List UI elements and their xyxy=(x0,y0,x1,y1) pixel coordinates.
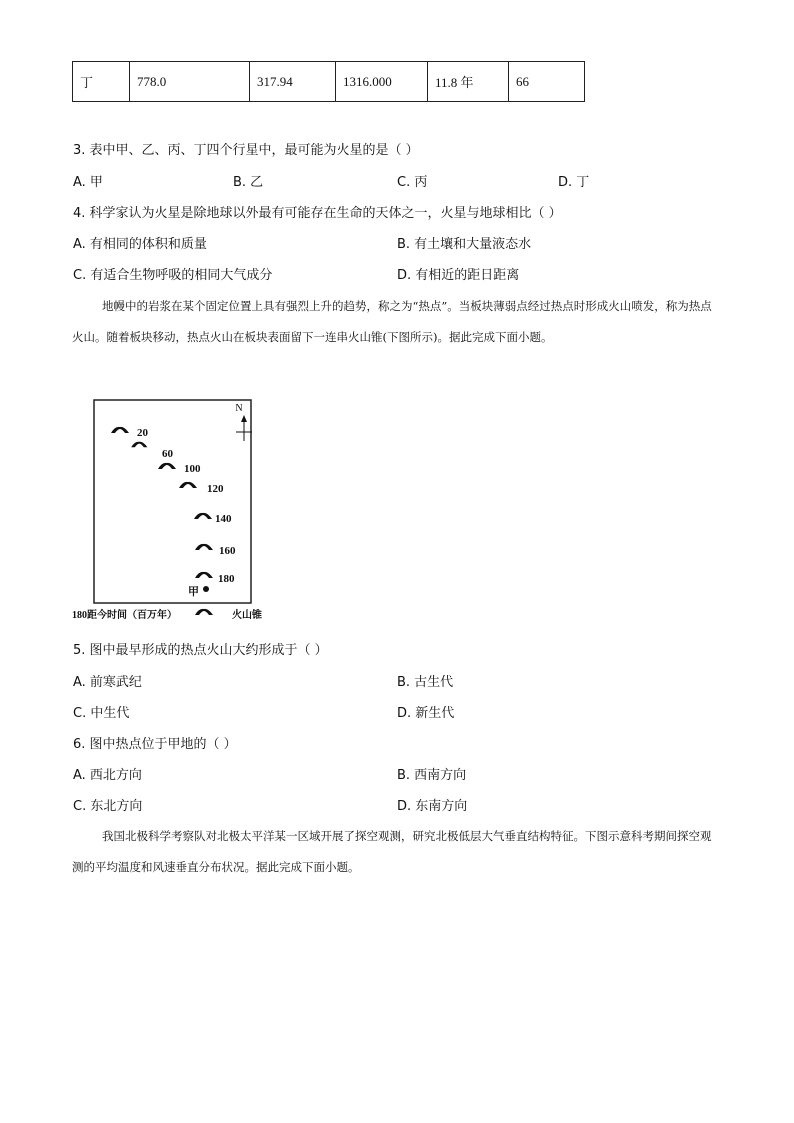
volcano-cone-icon xyxy=(158,463,176,469)
volcano-cone-icon xyxy=(195,572,213,578)
volcano-cone-icon xyxy=(111,427,129,433)
question-4-stem: 4. 科学家认为火星是除地球以外最有可能存在生命的天体之一，火星与地球相比（ ） xyxy=(73,206,562,221)
volcano-cone-icon xyxy=(194,513,212,519)
question-6-stem: 6. 图中热点位于甲地的（ ） xyxy=(73,737,237,752)
question-5-option-a[interactable]: A. 前寒武纪 xyxy=(73,675,142,690)
question-4-option-b[interactable]: B. 有土壤和大量液态水 xyxy=(397,237,532,252)
map-legend xyxy=(72,608,262,621)
volcano-age-label: 160 xyxy=(219,545,236,557)
volcano-age-label: 120 xyxy=(207,483,224,495)
volcano-age-label: 180 xyxy=(218,573,235,585)
table-cell: 317.94 xyxy=(250,62,336,102)
volcano-cone-icon xyxy=(195,544,213,550)
volcano-cone-icon xyxy=(131,442,147,448)
passage-hotspot: 地幔中的岩浆在某个固定位置上具有强烈上升的趋势，称之为“热点”。当板块薄弱点经过热点时形成火山喷发，称为热点火山。随着板块移动，热点火山在板块表面留下一连串火山锥(下图所示)。据此完成下面小题。 xyxy=(72,299,712,344)
question-3-option-d[interactable]: D. 丁 xyxy=(558,175,590,190)
table-cell: 丁 xyxy=(73,62,130,102)
volcano-cone-160 xyxy=(195,544,236,557)
question-6-option-d[interactable]: D. 东南方向 xyxy=(397,799,468,814)
table-cell: 66 xyxy=(509,62,585,102)
question-5-option-d[interactable]: D. 新生代 xyxy=(397,706,455,721)
volcano-cone-120 xyxy=(179,482,224,495)
question-3-option-c[interactable]: C. 丙 xyxy=(397,175,428,190)
north-arrow-icon xyxy=(235,403,252,441)
volcano-cone-20 xyxy=(111,427,149,439)
table-cell: 1316.000 xyxy=(336,62,428,102)
passage-arctic-sounding: 我国北极科学考察队对北极太平洋某一区域开展了探空观测，研究北极低层大气垂直结构特征。下图示意科考期间探空观测的平均温度和风速垂直分布状况。据此完成下面小题。 xyxy=(72,829,712,874)
hotspot-point xyxy=(188,585,209,598)
question-6-option-b[interactable]: B. 西南方向 xyxy=(397,768,467,783)
question-5-stem: 5. 图中最早形成的热点火山大约形成于（ ） xyxy=(73,643,328,658)
question-3-stem: 3. 表中甲、乙、丙、丁四个行星中，最可能为火星的是（ ） xyxy=(73,143,419,158)
question-6-option-c[interactable]: C. 东北方向 xyxy=(73,799,143,814)
volcano-age-label: 60 xyxy=(162,448,173,460)
question-5-option-b[interactable]: B. 古生代 xyxy=(397,675,454,690)
question-5-option-c[interactable]: C. 中生代 xyxy=(73,706,130,721)
volcano-age-label: 20 xyxy=(137,427,148,439)
volcano-cone-60 xyxy=(131,442,173,460)
hotspot-label: 甲 xyxy=(188,586,199,598)
table-cell: 11.8 年 xyxy=(428,62,509,102)
question-4-option-c[interactable]: C. 有适合生物呼吸的相同大气成分 xyxy=(73,268,273,283)
hotspot-volcano-map xyxy=(70,395,290,627)
svg-text:N: N xyxy=(235,403,243,414)
volcano-cone-icon xyxy=(179,482,197,488)
question-4-option-a[interactable]: A. 有相同的体积和质量 xyxy=(73,237,207,252)
volcano-age-label: 140 xyxy=(215,513,232,525)
question-6-option-a[interactable]: A. 西北方向 xyxy=(73,768,142,783)
table-row xyxy=(73,62,585,102)
table-cell: 778.0 xyxy=(130,62,250,102)
volcano-cone-100 xyxy=(158,463,201,475)
planet-data-table xyxy=(72,61,585,102)
volcano-cone-icon xyxy=(195,609,213,615)
question-3-option-b[interactable]: B. 乙 xyxy=(233,175,264,190)
legend-time-text: 180距今时间（百万年） xyxy=(72,610,177,621)
volcano-cone-180 xyxy=(195,572,235,585)
legend-cone-label: 火山锥 xyxy=(232,610,262,621)
volcano-cone-140 xyxy=(194,513,232,525)
question-3-option-a[interactable]: A. 甲 xyxy=(73,175,103,190)
volcano-age-label: 100 xyxy=(184,463,201,475)
question-4-option-d[interactable]: D. 有相近的距日距离 xyxy=(397,268,520,283)
